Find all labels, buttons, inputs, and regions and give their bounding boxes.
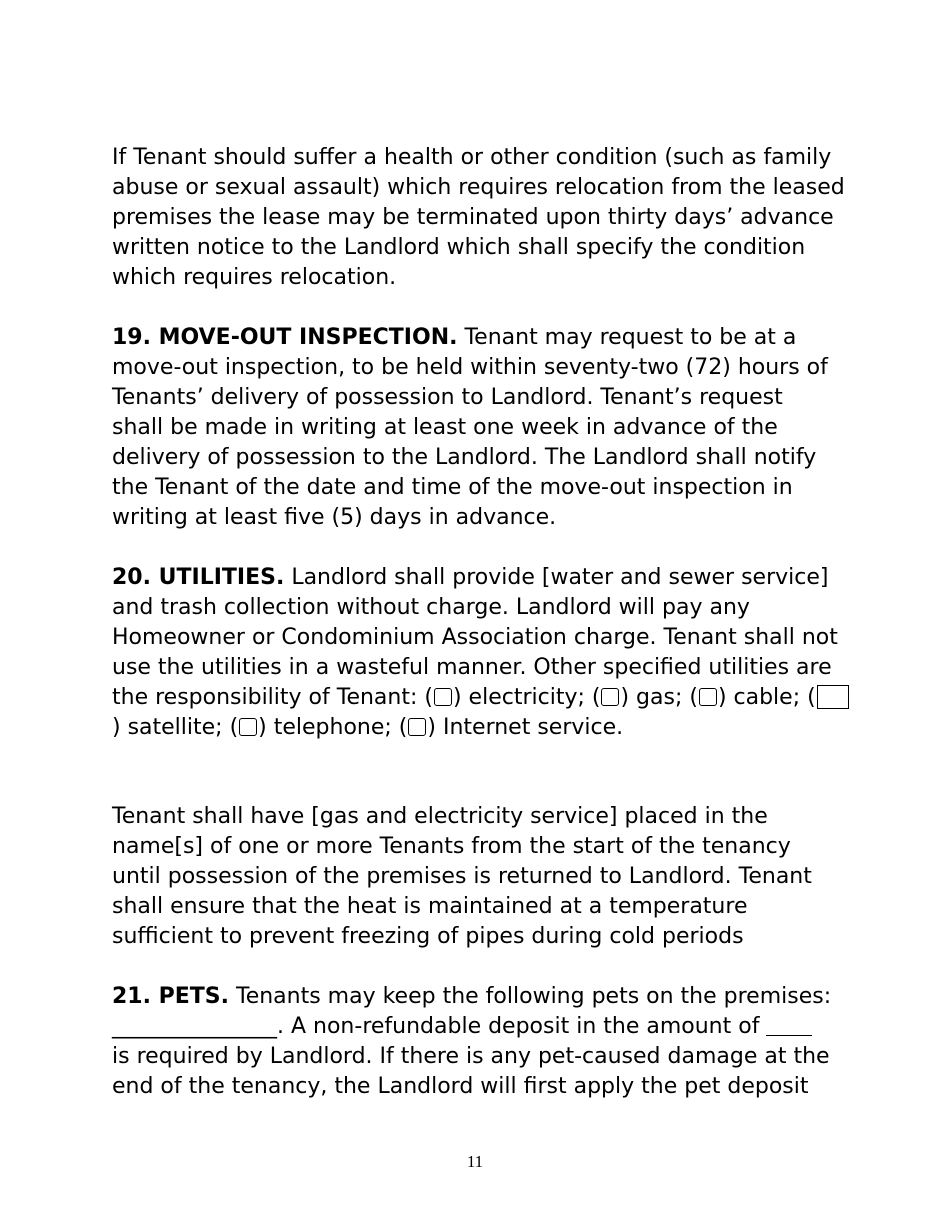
- text-line: delivery of possession to the Landlord. The Landlord shall notify: [112, 445, 817, 470]
- text-fragment: the responsibility of Tenant: (: [112, 685, 433, 710]
- page-number: 11: [466, 1152, 484, 1171]
- text-fragment: ) Internet service.: [427, 715, 624, 740]
- text-line: Homeowner or Condominium Association charge. Tenant shall not: [112, 625, 838, 650]
- text-line: [112, 1012, 852, 1042]
- pets-blank[interactable]: _______________: [112, 1014, 277, 1039]
- text-line: sufficient to prevent freezing of pipes during cold periods: [112, 924, 744, 949]
- relocation-paragraph: [112, 143, 852, 293]
- section-heading: 21. PETS.: [112, 984, 229, 1009]
- text-line: [112, 683, 852, 713]
- service-paragraph: [112, 802, 852, 952]
- section-21-pets: [112, 982, 852, 1102]
- satellite-checkbox[interactable]: [817, 685, 849, 709]
- text-line: shall ensure that the heat is maintained at a temperature: [112, 894, 748, 919]
- text-line: is required by Landlord. If there is any pet-caused damage at the: [112, 1044, 830, 1069]
- text-line: writing at least five (5) days in advance.: [112, 505, 557, 530]
- text-fragment: ) gas; (: [620, 685, 698, 710]
- text-fragment: . A non-refundable deposit in the amount of: [277, 1014, 767, 1039]
- section-19-move-out-inspection: [112, 323, 852, 533]
- cable-checkbox[interactable]: [699, 688, 717, 706]
- text-fragment: ) electricity; (: [452, 685, 601, 710]
- text-fragment: Tenant may request to be at a: [457, 325, 797, 350]
- text-line: shall be made in writing at least one week in advance of the: [112, 415, 778, 440]
- section-20-utilities: [112, 563, 852, 743]
- text-line: Tenant shall have [gas and electricity service] placed in the: [112, 804, 768, 829]
- text-line: premises the lease may be terminated upon thirty days’ advance: [112, 205, 834, 230]
- text-line: written notice to the Landlord which shall specify the condition: [112, 235, 806, 260]
- text-line: end of the tenancy, the Landlord will first apply the pet deposit: [112, 1074, 809, 1099]
- text-fragment: ) cable; (: [717, 685, 816, 710]
- section-heading: 19. MOVE-OUT INSPECTION.: [112, 325, 458, 350]
- text-line: move-out inspection, to be held within seventy-two (72) hours of: [112, 355, 828, 380]
- text-line: abuse or sexual assault) which requires relocation from the leased: [112, 175, 845, 200]
- telephone-checkbox[interactable]: [239, 718, 257, 736]
- text-line: which requires relocation.: [112, 265, 397, 290]
- text-line: [112, 323, 852, 353]
- text-line: and trash collection without charge. Landlord will pay any: [112, 595, 750, 620]
- text-fragment: ) satellite; (: [112, 715, 239, 740]
- text-fragment: Tenants may keep the following pets on the premises:: [229, 984, 832, 1009]
- text-line: until possession of the premises is returned to Landlord. Tenant: [112, 864, 812, 889]
- electricity-checkbox[interactable]: [434, 688, 452, 706]
- text-line: [112, 713, 852, 743]
- text-line: [112, 982, 852, 1012]
- text-line: If Tenant should suffer a health or other condition (such as family: [112, 145, 832, 170]
- internet-checkbox[interactable]: [408, 718, 426, 736]
- gas-checkbox[interactable]: [601, 688, 619, 706]
- text-line: use the utilities in a wasteful manner. Other specified utilities are: [112, 655, 832, 680]
- text-fragment: ) telephone; (: [258, 715, 408, 740]
- text-line: Tenants’ delivery of possession to Landlord. Tenant’s request: [112, 385, 783, 410]
- text-line: name[s] of one or more Tenants from the start of the tenancy: [112, 834, 791, 859]
- text-line: [112, 563, 852, 593]
- text-fragment: Landlord shall provide [water and sewer service]: [284, 565, 829, 590]
- deposit-amount-blank[interactable]: [766, 1015, 812, 1036]
- text-line: the Tenant of the date and time of the move-out inspection in: [112, 475, 793, 500]
- section-heading: 20. UTILITIES.: [112, 565, 285, 590]
